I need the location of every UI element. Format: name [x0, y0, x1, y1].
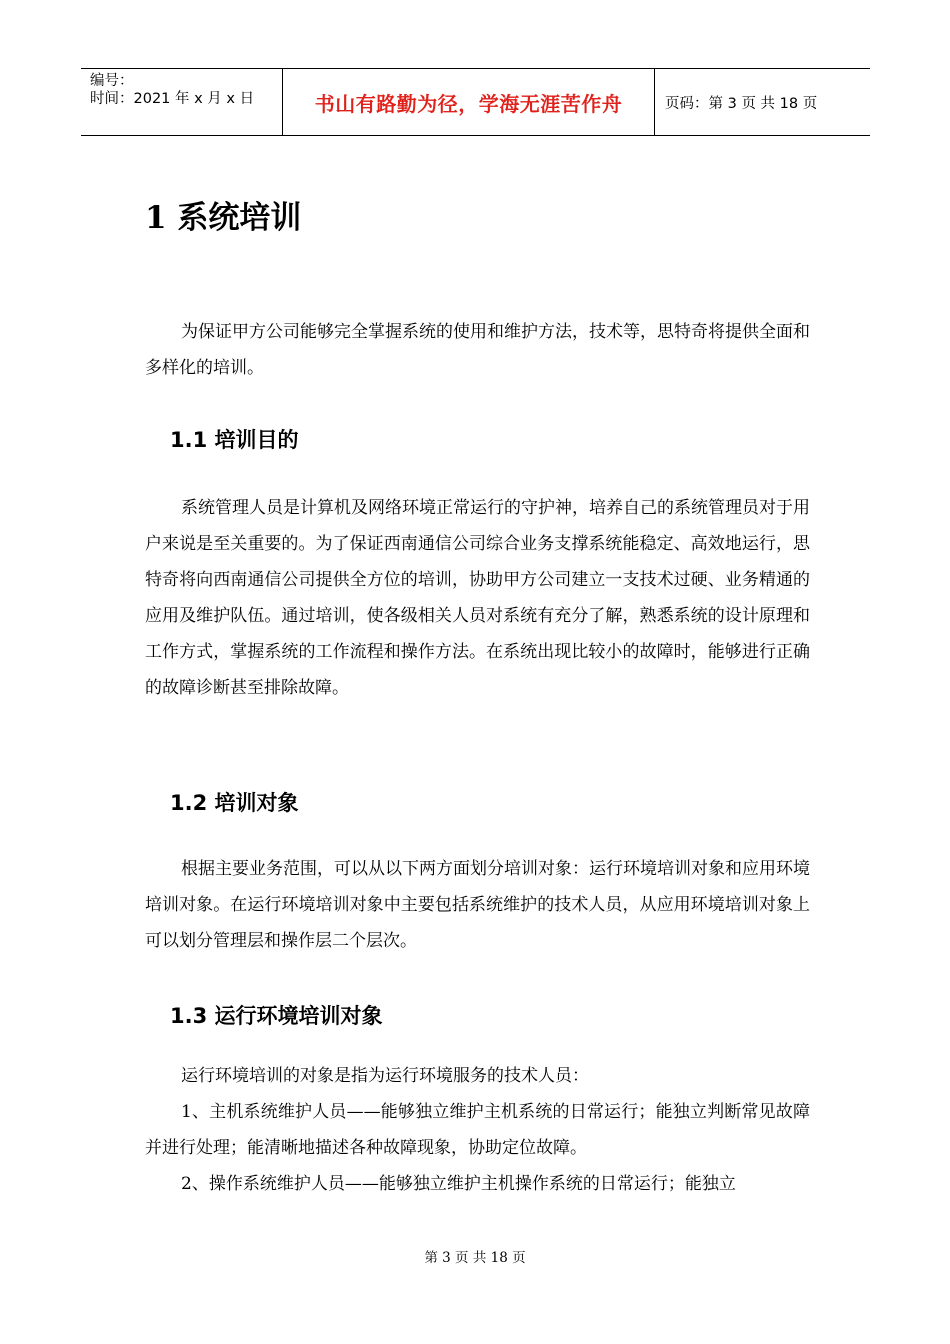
page-header — [81, 68, 870, 136]
header-motto: 书山有路勤为径，学海无涯苦作舟 — [283, 69, 655, 135]
section-item-2: 2、操作系统维护人员——能够独立维护主机操作系统的日常运行；能独立 — [181, 1174, 736, 1194]
page-footer: 第 3 页 共 18 页 — [424, 1250, 526, 1266]
header-page-info: 页码：第 3 页 共 18 页 — [665, 95, 818, 112]
section-text-1-1: 系统管理人员是计算机及网络环境正常运行的守护神，培养自己的系统管理员对于用户来说是至关重要的。为了保证西南通信公司综合业务支撑系统能稳定、高效地运行，思特奇将向西南通信公司提供全方位的培训，协助甲方公司建立一支技术过硬、业务精通的应用及维护队伍。通过培训，使各级相关人员对系统有充分了解，熟悉系统的设计原理和工作方式，掌握系统的工作流程和操作方法。在系统出现比较小的故障时，能够进行正确的故障诊断甚至排除故障。 — [145, 498, 810, 698]
section-heading-1-1: 1.1 培训目的 — [170, 428, 299, 452]
intro-paragraph: 为保证甲方公司能够完全掌握系统的使用和维护方法，技术等，思特奇将提供全面和多样化的培训。 — [145, 322, 810, 378]
section-text-1-2: 根据主要业务范围，可以从以下两方面划分培训对象：运行环境培训对象和应用环境培训对象。在运行环境培训对象中主要包括系统维护的技术人员，从应用环境培训对象上可以划分管理层和操作层二个层次。 — [145, 859, 810, 951]
document-title: 1 系统培训 — [145, 200, 302, 236]
header-date-label: 时间：2021 年 x 月 x 日 — [90, 91, 255, 107]
section-item-1: 1、主机系统维护人员——能够独立维护主机系统的日常运行；能独立判断常见故障并进行处理；能清晰地描述各种故障现象，协助定位故障。 — [145, 1102, 810, 1158]
section-heading-1-2: 1.2 培训对象 — [170, 791, 299, 815]
header-number-label: 编号： — [90, 73, 134, 89]
section-heading-1-3: 1.3 运行环境培训对象 — [170, 1004, 383, 1028]
section-item-intro: 运行环境培训的对象是指为运行环境服务的技术人员： — [181, 1066, 589, 1086]
header-meta — [81, 69, 283, 135]
